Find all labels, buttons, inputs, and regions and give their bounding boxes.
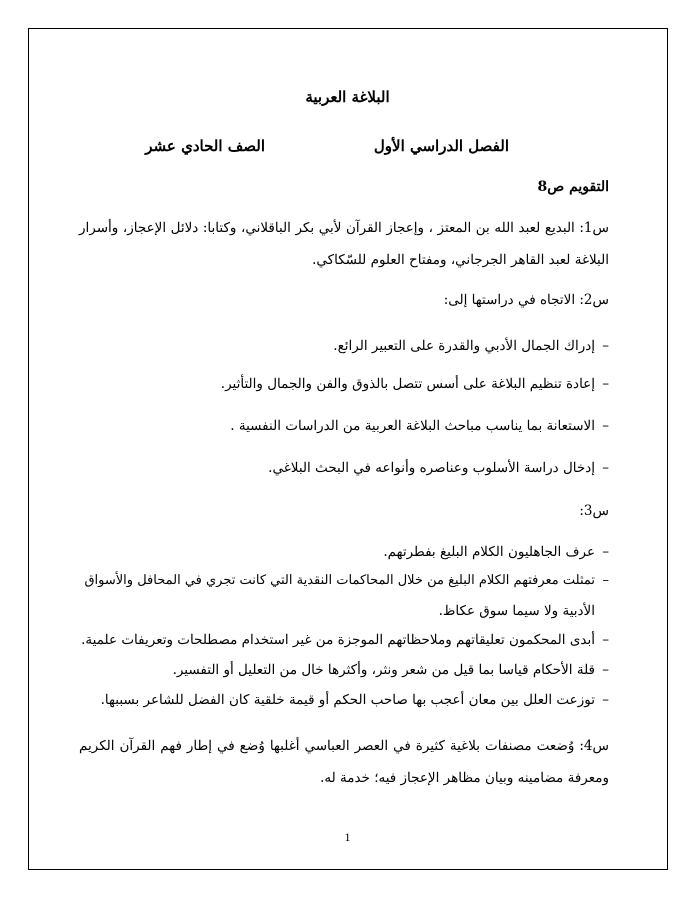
semester-label: الفصل الدراسي الأول [373,137,509,155]
dash-icon: – [602,544,609,560]
answer-q1: س1: البديع لعبد الله بن المعتز ، وإعجاز القرآن لأبي بكر الباقلاني، وكتابا: دلائل الإعجاز، وأسرار البلاغة لعبد القاهر الجرجاني، ومفتاح العلوم للسّكاكي. [79,220,609,268]
list-item: –إدخال دراسة الأسلوب وعناصره وأنواعه في البحث البلاغي. [268,460,609,476]
dash-icon: – [602,692,609,708]
list-item-continuation: الأدبية ولا سيما سوق عكاظ. [438,603,595,619]
list-item: –الاستعانة بما يناسب مباحث البلاغة العربية من الدراسات النفسية . [230,418,609,434]
page-title: البلاغة العربية [305,88,390,106]
list-item: –إعادة تنظيم البلاغة على أسس تتصل بالذوق والفن والجمال والتأثير. [220,376,609,392]
dash-icon: – [602,460,609,476]
list-item: –عرف الجاهليون الكلام البليغ بفطرتهم. [383,544,609,560]
dash-icon: – [602,418,609,434]
answer-q4: س4: وُضعت مصنفات بلاغية كثيرة في العصر العباسي أغلبها وُضع في إطار فهم القرآن الكريم ومعرفة مضامينه وبيان مظاهر الإعجاز فيه؛ خدمة له. [79,738,609,786]
answer-q3-label: س3: [579,503,609,519]
page-number: 1 [344,830,351,844]
list-item: –أبدى المحكمون تعليقاتهم وملاحظاتهم الموجزة من غير استخدام مصطلحات وتعريفات علمية. [81,632,609,648]
evaluation-heading: التقويم ص8 [537,179,609,195]
dash-icon: – [602,338,609,354]
answer-q2-label: س2: الاتجاه في دراستها إلى: [443,292,609,308]
list-item: –توزعت العلل بين معان أعجب بها صاحب الحكم أو قيمة خلقية كان الفضل للشاعر بسببها. [100,692,609,708]
list-item: –تمثلت معرفتهم الكلام البليغ من خلال المحاكمات النقدية التي كانت تجري في المحافل والأسواق [84,573,609,588]
dash-icon: – [602,632,609,648]
dash-icon: – [602,662,609,678]
list-item: –إدراك الجمال الأدبي والقدرة على التعبير الرائع. [333,338,609,354]
dash-icon: – [602,573,609,588]
list-item: –قلة الأحكام قياسا بما قيل من شعر ونثر، وأكثرها خال من التعليل أو التفسير. [172,662,609,678]
grade-label: الصف الحادي عشر [145,137,265,155]
dash-icon: – [602,376,609,392]
